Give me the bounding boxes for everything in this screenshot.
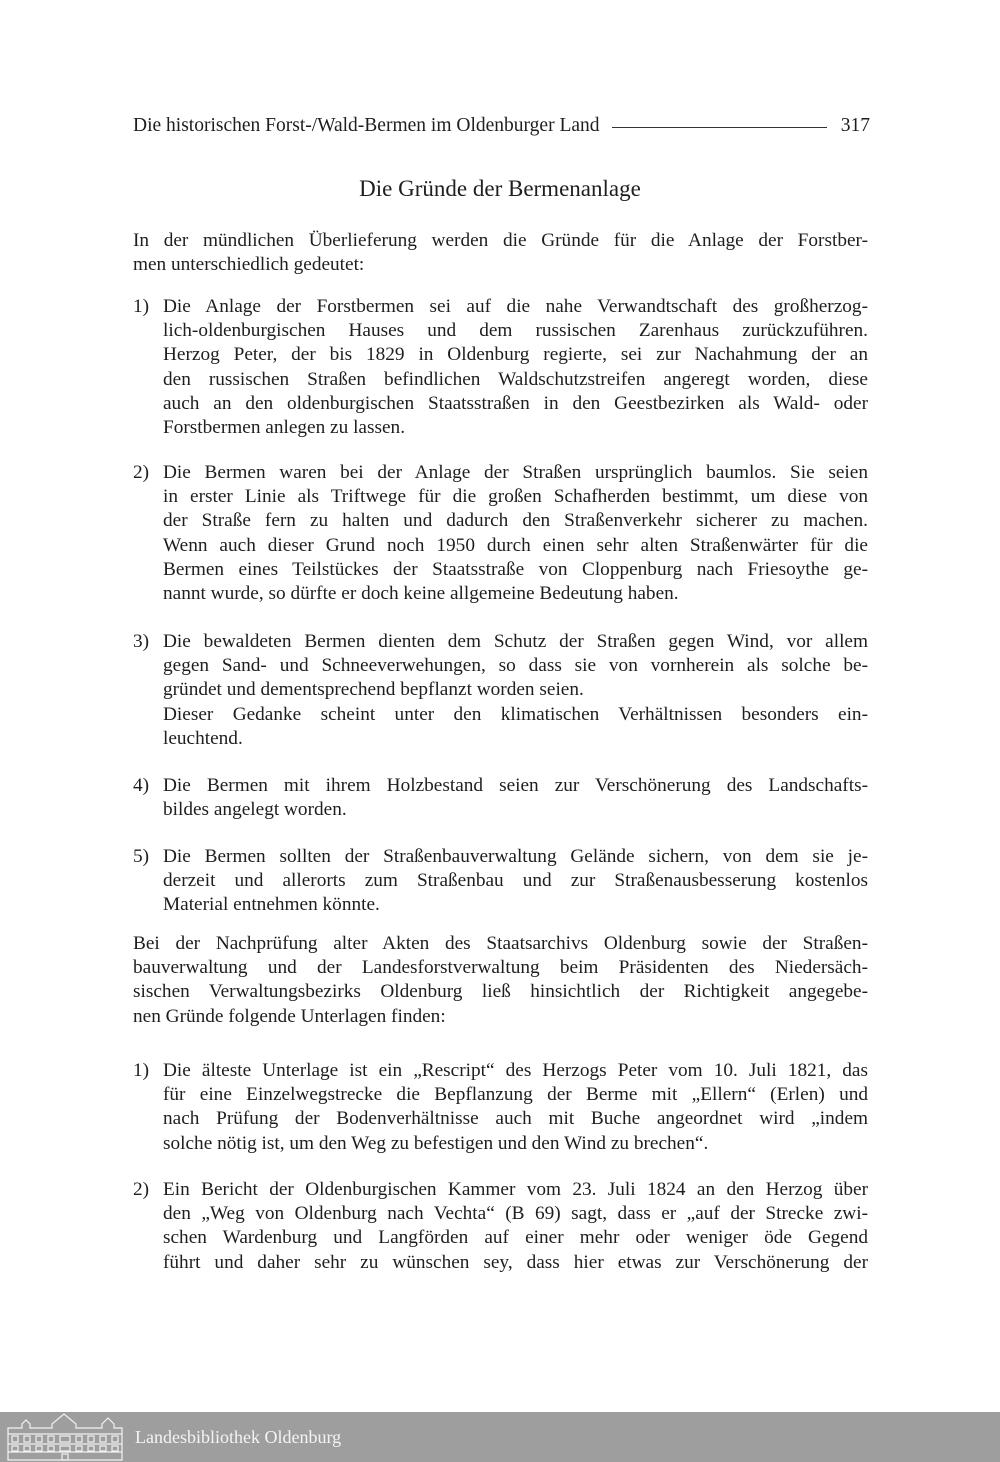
text-line: Bei der Nachprüfung alter Akten des Staatsarchivs Oldenburg sowie der Straßen- [133,933,868,954]
text-line: leuchtend. [163,727,243,749]
text-line: Die bewaldeten Bermen dienten dem Schutz der Straßen gegen Wind, vor allem [163,631,868,652]
text-line: nannt wurde, so dürfte er doch keine allgemeine Bedeutung haben. [163,582,679,604]
paragraph [133,229,868,277]
text-line: nen Gründe folgende Unterlagen finden: [133,1005,446,1027]
text-line: Bermen eines Teilstückes der Staatsstraße von Cloppenburg nach Friesoythe ge- [163,558,868,580]
text-line: Herzog Peter, der bis 1829 in Oldenburg regierte, sei zur Nachahmung der an [163,344,868,366]
text-line: derzeit und allerorts zum Straßenbau und zur Straßenausbesserung kostenlos [163,870,868,892]
item-number: 5) [133,846,150,867]
numbered-item [133,295,868,440]
numbered-item [133,1059,868,1156]
text-line: gegen Sand- und Schneeverwehungen, so dass sie von vornherein als solche be- [163,655,868,677]
text-line: bildes angelegt worden. [163,799,347,821]
text-line: führt und daher sehr zu wünschen sey, dass hier etwas zur Verschönerung der [163,1251,868,1273]
header-rule [612,127,827,128]
text-line: Wenn auch dieser Grund noch 1950 durch einen sehr alten Straßenwärter für die [163,534,868,556]
text-line: Material entnehmen könnte. [163,894,380,916]
text-line: Die Anlage der Forstbermen sei auf die nahe Verwandtschaft des großherzog- [163,296,868,317]
item-number: 1) [133,296,150,317]
text-line: men unterschiedlich gedeutet: [133,254,365,276]
library-footer-banner [0,1412,1000,1462]
numbered-item [133,461,868,606]
running-title: Die historischen Forst-/Wald-Bermen im Oldenburger Land [133,115,600,136]
text-line: sischen Verwaltungsbezirks Oldenburg ließ hinsichtlich der Richtigkeit angegebe- [133,981,868,1003]
text-line: für eine Einzelwegstrecke die Bepflanzung der Berme mit „Ellern“ (Erlen) und [163,1084,868,1106]
library-building-logo-icon [4,1412,127,1462]
item-number: 1) [133,1060,150,1081]
text-line: Die Bermen sollten der Straßenbauverwaltung Gelände sichern, von dem sie je- [163,846,868,867]
paragraph [133,932,868,1029]
text-line: nach Prüfung der Bodenverhältnisse auch mit Buche angeordnet wird „indem [163,1108,868,1130]
text-line: schen Wardenburg und Langförden auf einer mehr oder weniger öde Gegend [163,1227,868,1249]
numbered-item [133,845,868,918]
text-line: auch an den oldenburgischen Staatsstraßen in den Geestbezirken als Wald- oder [163,392,868,414]
text-line: solche nötig ist, um den Weg zu befestigen und den Wind zu brechen“. [163,1132,709,1154]
text-line: lich-oldenburgischen Hauses und dem russischen Zarenhaus zurückzuführen. [163,320,868,342]
text-line: Die Bermen mit ihrem Holzbestand seien zur Verschönerung des Landschafts- [163,775,868,796]
text-line: den russischen Straßen befindlichen Waldschutzstreifen angeregt worden, diese [163,368,868,390]
item-number: 4) [133,775,150,796]
text-line: gründet und dementsprechend bepflanzt worden seien. [163,679,584,701]
text-line: In der mündlichen Überlieferung werden die Gründe für die Anlage der Forstber- [133,230,868,251]
numbered-item [133,774,868,822]
text-line: Ein Bericht der Oldenburgischen Kammer vom 23. Juli 1824 an den Herzog über [163,1179,868,1200]
text-line: Forstbermen anlegen zu lassen. [163,416,406,438]
section-title: Die Gründe der Bermenanlage [359,176,641,201]
text-line: den „Weg von Oldenburg nach Vechta“ (B 69) sagt, dass er „auf der Strecke zwi- [163,1203,868,1225]
item-number: 2) [133,462,150,483]
item-number: 3) [133,631,150,652]
numbered-item [133,1178,868,1275]
text-line: bauverwaltung und der Landesforstverwaltung beim Präsidenten des Niedersäch- [133,957,868,979]
item-number: 2) [133,1179,150,1200]
running-header [133,113,870,139]
numbered-item [133,630,868,751]
text-line: Die Bermen waren bei der Anlage der Straßen ursprünglich baumlos. Sie seien [163,462,868,483]
library-name: Landesbibliothek Oldenburg [135,1426,342,1447]
text-line: Die älteste Unterlage ist ein „Rescript“ des Herzogs Peter vom 10. Juli 1821, das [163,1060,868,1081]
text-line: Dieser Gedanke scheint unter den klimatischen Verhältnissen besonders ein- [163,703,868,725]
text-line: in erster Linie als Triftwege für die großen Schafherden bestimmt, um diese von [163,486,868,508]
page-number: 317 [840,115,870,136]
text-line: der Straße fern zu halten und dadurch den Straßenverkehr sicherer zu machen. [163,510,868,532]
